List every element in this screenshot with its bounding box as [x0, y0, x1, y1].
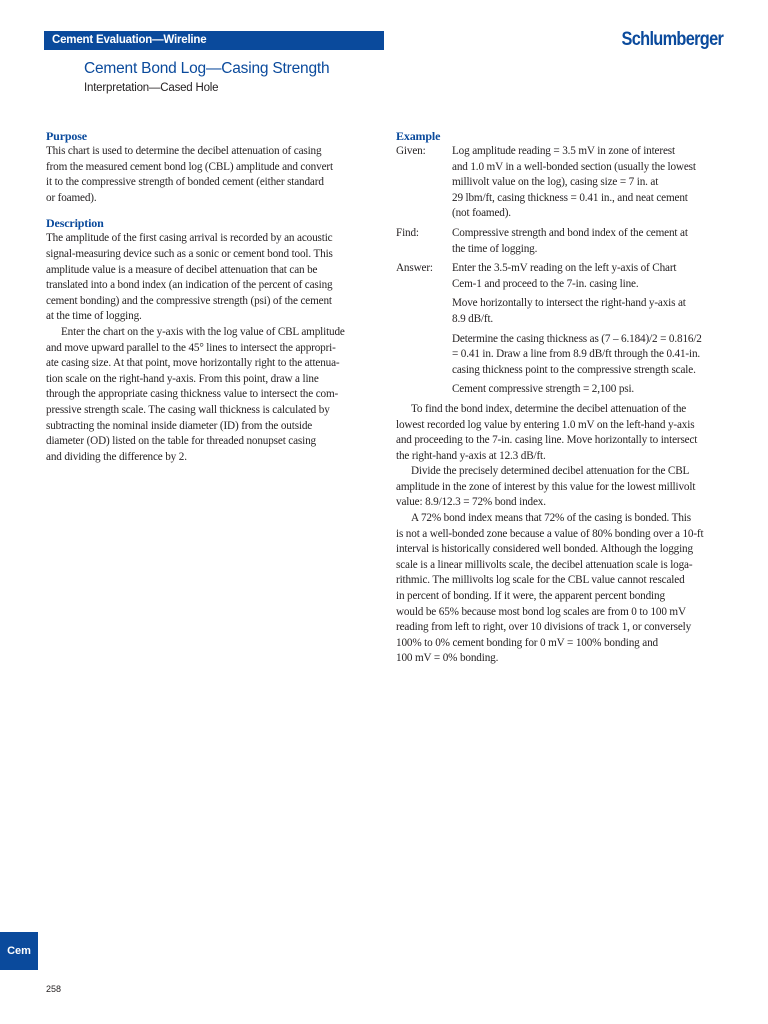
description-paragraph-1	[46, 231, 366, 325]
text-line: The amplitude of the first casing arrival is recorded by an acoustic	[46, 232, 333, 245]
text-line: value: 8.9/12.3 = 72% bond index.	[396, 496, 546, 509]
page-number: 258	[46, 984, 62, 994]
text-line: Compressive strength and bond index of the cement at	[452, 226, 688, 239]
text-line: To find the bond index, determine the decibel attenuation of the	[411, 402, 687, 415]
text-line: scale is a linear millivolts scale, the decibel attenuation scale is loga-	[396, 558, 693, 571]
text-line: 100 mV = 0% bonding.	[396, 652, 499, 665]
text-line: and 1.0 mV in a well-bonded section (usually the lowest	[452, 160, 696, 173]
text-line: 100% to 0% cement bonding for 0 mV = 100% bonding and	[396, 636, 658, 649]
answer-text-3	[452, 332, 726, 379]
text-line: Log amplitude reading = 3.5 mV in zone of interest	[452, 145, 675, 157]
text-line: translated into a bond index (an indication of the percent of casing	[46, 279, 333, 292]
text-line: millivolt value on the log), casing size = 7 in. at	[452, 176, 659, 189]
text-line: A 72% bond index means that 72% of the casing is bonded. This	[411, 512, 691, 525]
description-heading: Description	[46, 216, 104, 231]
text-line: ate casing size. At that point, move horizontally right to the attenua-	[46, 357, 340, 370]
answer-label: Answer:	[396, 262, 433, 275]
text-line: it to the compressive strength of bonded cement (either standard	[46, 176, 324, 189]
text-line: tion scale on the right-hand y-axis. From this point, draw a line	[46, 372, 319, 385]
text-line: from the measured cement bond log (CBL) amplitude and convert	[46, 160, 333, 173]
text-line: cement bonding) and the compressive strength (psi) of the cement	[46, 294, 332, 307]
text-line: pressive strength scale. The casing wall thickness is calculated by	[46, 403, 330, 416]
text-line: Divide the precisely determined decibel attenuation for the CBL	[411, 465, 690, 478]
text-line: 29 lbm/ft, casing thickness = 0.41 in., and neat cement	[452, 191, 688, 204]
left-column	[46, 128, 366, 465]
right-column	[396, 128, 726, 667]
text-line: reading from left to right, over 10 divisions of track 1, or conversely	[396, 621, 692, 634]
text-line: = 0.41 in. Draw a line from 8.9 dB/ft through the 0.41-in.	[452, 348, 701, 361]
purpose-paragraph	[46, 144, 366, 206]
section-tab[interactable]: Cem	[0, 932, 38, 970]
answer-text-1	[452, 261, 726, 292]
bond-index-paragraph	[396, 402, 726, 464]
text-line: through the appropriate casing thickness value to intersect the com-	[46, 388, 339, 401]
given-row	[396, 144, 726, 222]
description-paragraph-2	[46, 325, 366, 465]
text-line: Move horizontally to intersect the right-hand y-axis at	[452, 297, 686, 310]
text-line: interval is historically considered well bonded. Although the logging	[396, 543, 693, 556]
text-line: diameter (OD) listed on the table for threaded nonupset casing	[46, 435, 316, 448]
company-logo: Schlumberger	[621, 29, 723, 50]
text-line: is not a well-bonded zone because a value of 80% bonding over a 10-ft	[396, 527, 704, 540]
text-line: Determine the casing thickness as (7 – 6.184)/2 = 0.816/2	[452, 332, 702, 345]
bond-percent-paragraph	[396, 511, 726, 667]
text-line: amplitude value is a measure of decibel attenuation that can be	[46, 263, 318, 276]
text-line: in percent of bonding. If it were, the apparent percent bonding	[396, 590, 665, 603]
find-label: Find:	[396, 226, 419, 239]
text-line: Cement compressive strength = 2,100 psi.	[452, 383, 635, 396]
answer-text-2	[452, 296, 726, 327]
text-line: (not foamed).	[452, 207, 511, 220]
text-line: the time of logging.	[452, 242, 538, 255]
answer-text-4	[452, 382, 726, 398]
text-line: Enter the 3.5-mV reading on the left y-axis of Chart	[452, 262, 677, 275]
divide-paragraph	[396, 464, 726, 511]
given-label: Given:	[396, 145, 426, 157]
text-line: at the time of logging.	[46, 310, 142, 323]
text-line: casing thickness point to the compressive strength scale.	[452, 363, 696, 376]
text-line: the right-hand y-axis at 12.3 dB/ft.	[396, 449, 546, 462]
find-row	[396, 226, 726, 257]
given-text	[452, 144, 726, 222]
text-line: and proceeding to the 7-in. casing line. Move horizontally to intersect	[396, 434, 698, 447]
text-line: Enter the chart on the y-axis with the log value of CBL amplitude	[61, 325, 345, 338]
text-line: amplitude in the zone of interest by this value for the lowest millivolt	[396, 480, 696, 493]
text-line: or foamed).	[46, 191, 97, 204]
text-line: Cem-1 and proceed to the 7-in. casing line.	[452, 277, 639, 290]
example-heading: Example	[396, 129, 441, 143]
section-header-bar: Cement Evaluation—Wireline	[44, 31, 384, 50]
page-subtitle: Interpretation—Cased Hole	[84, 82, 219, 94]
find-text	[452, 226, 726, 257]
text-line: and dividing the difference by 2.	[46, 450, 187, 463]
text-line: lowest recorded log value by entering 1.0 mV on the left-hand y-axis	[396, 418, 695, 431]
text-line: 8.9 dB/ft.	[452, 312, 494, 325]
page-title: Cement Bond Log—Casing Strength	[84, 60, 330, 77]
answer-row	[396, 261, 726, 292]
purpose-heading: Purpose	[46, 129, 87, 143]
text-line: signal-measuring device such as a sonic or cement bond tool. This	[46, 247, 333, 260]
text-line: This chart is used to determine the decibel attenuation of casing	[46, 145, 322, 157]
text-line: and move upward parallel to the 45° lines to intersect the appropri-	[46, 341, 336, 354]
text-line: subtracting the nominal inside diameter (ID) from the outside	[46, 419, 313, 432]
text-line: would be 65% because most bond log scales are from 0 to 100 mV	[396, 605, 686, 618]
text-line: rithmic. The millivolts log scale for the CBL value cannot rescaled	[396, 574, 685, 587]
